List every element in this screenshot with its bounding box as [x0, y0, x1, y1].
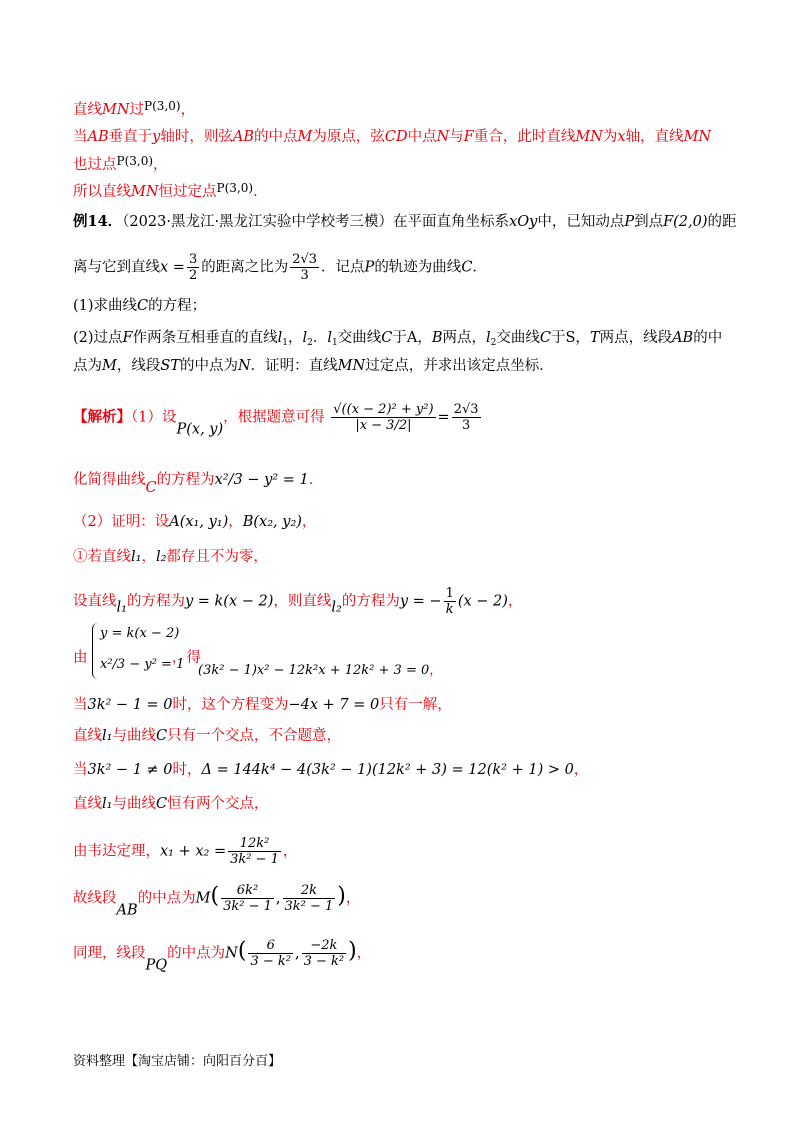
- math: l: [302, 330, 308, 346]
- math: F(2,0): [663, 214, 708, 230]
- math: P(x, y): [176, 421, 224, 438]
- denominator: 3k² − 1: [284, 899, 334, 914]
- text: ，: [282, 843, 298, 860]
- math: MN: [102, 102, 130, 118]
- math: l₁: [116, 599, 127, 616]
- text: 只有一解，: [379, 697, 452, 713]
- text: 两点，线段: [599, 330, 673, 346]
- math: N: [436, 129, 450, 145]
- math: MN: [337, 358, 366, 374]
- text: （2）证明：设: [73, 514, 170, 530]
- denominator: 3: [300, 268, 309, 283]
- footer-note: 资料整理【淘宝店铺：向阳百分百】: [73, 1054, 282, 1069]
- math: S: [565, 330, 576, 346]
- text: 设直线: [73, 593, 117, 610]
- math: MN: [131, 184, 159, 200]
- text: ①若直线: [73, 549, 131, 565]
- fraction: [302, 938, 347, 969]
- solution-line-6-label: [73, 648, 88, 668]
- math: =: [437, 409, 450, 426]
- solution-line-11: [73, 836, 297, 867]
- math: (3k² − 1)x² − 12k²x + 12k² + 3 = 0: [198, 663, 430, 678]
- text: 作两条互相垂直的直线: [132, 330, 278, 346]
- text: 于: [392, 330, 407, 346]
- math: x₁ + x₂ =: [160, 843, 227, 860]
- math: M: [102, 358, 117, 374]
- text: 也过点: [73, 157, 117, 173]
- math: l₁: [102, 796, 113, 812]
- math: P: [624, 214, 635, 230]
- text: 于: [550, 330, 566, 346]
- math: C: [539, 330, 551, 346]
- math: −4x + 7 = 0: [288, 697, 380, 713]
- solution-line-2: [73, 470, 323, 498]
- fraction: [228, 836, 281, 867]
- question-2: (2)过点F作两条互相垂直的直线$l_1$，$l_2$．$l_1$交曲线C于A，B两点，$l_2$交曲线C于S，T两点，线段AB的中: [73, 330, 723, 348]
- math: x: [617, 129, 626, 145]
- math: MN: [683, 129, 712, 145]
- text: 离与它到直线: [73, 259, 160, 276]
- fraction: [444, 586, 456, 617]
- fraction: [331, 402, 435, 433]
- fraction: [187, 252, 199, 283]
- text: 的方程为: [156, 472, 215, 488]
- math: AB: [672, 330, 694, 346]
- math: F: [463, 129, 474, 145]
- text: 中点: [407, 129, 437, 145]
- math: CD: [384, 129, 408, 145]
- math: P(3,0): [216, 181, 254, 195]
- fraction: [283, 883, 336, 914]
- text: ，: [356, 945, 372, 962]
- math: F: [122, 330, 133, 346]
- text: ．记点: [321, 259, 365, 276]
- text: 的距: [707, 214, 737, 230]
- text: 轴时，则弦: [160, 129, 233, 145]
- text: ，: [507, 593, 523, 610]
- math: C: [137, 298, 149, 314]
- question-1: [73, 296, 206, 316]
- text: 为原点，弦: [312, 129, 385, 145]
- text-line-1: [73, 96, 195, 120]
- solution-line-6-eq: [198, 661, 442, 681]
- system-eq-2: x²/3 − y² = 1: [100, 657, 185, 672]
- solution-line-1: [73, 402, 483, 440]
- solution-line-5: [73, 586, 522, 618]
- math: AB: [116, 902, 138, 919]
- math: l₁: [131, 549, 142, 565]
- math: AB: [87, 129, 109, 145]
- text: 点为: [73, 358, 102, 374]
- text: ，则直线: [273, 593, 332, 610]
- math: 3k² − 1 ≠ 0: [87, 762, 173, 778]
- text: 的方程为: [341, 593, 400, 610]
- system-brace: [92, 623, 99, 679]
- math: C: [461, 259, 473, 276]
- text: ．: [312, 330, 328, 346]
- math: C: [155, 728, 168, 744]
- text: ，: [345, 890, 361, 907]
- text: ．证明：直线: [250, 358, 338, 374]
- text: 直线: [73, 728, 102, 744]
- math: A(x₁, y₁): [169, 514, 229, 530]
- text: 的轨迹为曲线: [374, 259, 462, 276]
- system-eq-1: y = k(x − 2): [100, 626, 180, 641]
- text: ．: [308, 472, 324, 488]
- text: 直线: [73, 102, 102, 118]
- text: 恒过定点: [158, 184, 217, 200]
- math: C: [381, 330, 393, 346]
- math: AB: [232, 129, 254, 145]
- fraction: [290, 252, 319, 283]
- solution-line-9: [73, 760, 588, 780]
- text: （1）设: [131, 409, 177, 426]
- text: 都存且不为零，: [166, 549, 268, 565]
- numerator: 1: [445, 586, 454, 601]
- text: ．: [472, 259, 487, 276]
- math: l₂: [331, 599, 342, 616]
- text: 与曲线: [112, 796, 156, 812]
- text: .: [253, 184, 258, 200]
- math: y: [152, 129, 161, 145]
- text: 轴，直线: [625, 129, 684, 145]
- math: l: [485, 330, 491, 346]
- text: 的方程为: [126, 593, 185, 610]
- text: ，根据题意可得: [223, 409, 325, 426]
- text: 为: [602, 129, 618, 145]
- numerator: 2√3: [453, 402, 479, 417]
- numerator: 6: [248, 938, 293, 954]
- math: C: [145, 480, 157, 496]
- denominator: 3k² − 1: [223, 899, 272, 914]
- text: 与曲线: [112, 728, 156, 744]
- text: 两点，: [442, 330, 486, 346]
- denominator: 2: [188, 268, 198, 283]
- math: B(x₂, y₂): [242, 514, 302, 530]
- text: 由: [73, 650, 88, 666]
- math: N: [237, 358, 251, 374]
- text: ，得: [172, 650, 201, 666]
- math: y = −: [399, 593, 442, 610]
- math: A: [406, 330, 418, 346]
- math: 3k² − 1 = 0: [87, 697, 173, 713]
- numerator: 6k²: [221, 883, 274, 899]
- text: 的中点为: [137, 890, 196, 907]
- denominator: |x − 3/2|: [355, 418, 412, 433]
- solution-line-8: [73, 726, 341, 746]
- example-label: 例14．: [73, 213, 123, 230]
- solution-line-12: 故线段AB的中点为M( $\frac{\text{6k²}}{\text{3k² − 1}}$ , $\frac{2k}{\text{3k² − 1}}$ )，: [73, 883, 361, 919]
- text: 的中点: [253, 129, 298, 145]
- question-2-cont: [73, 356, 554, 376]
- text: 时，: [172, 762, 202, 778]
- text: ，: [180, 102, 196, 118]
- text: 只有一个交点，不合题意，: [167, 728, 342, 744]
- numerator: √((x − 2)² + y²): [333, 402, 434, 417]
- math: N: [225, 945, 238, 962]
- fraction: [452, 402, 481, 433]
- text: 与: [449, 129, 464, 145]
- math: xOy: [509, 214, 538, 230]
- math: l₁: [102, 728, 113, 744]
- numerator: 12k²: [228, 836, 281, 852]
- text: （2023·黑龙江·黑龙江实验中学校考三模）在平面直角坐标系: [122, 214, 510, 230]
- math: T: [589, 330, 600, 346]
- text: 时，这个方程变为: [172, 697, 289, 713]
- text: ，: [228, 514, 243, 530]
- text: 的方程；: [148, 298, 207, 314]
- fraction: [221, 883, 274, 914]
- denominator: 3 − k²: [250, 954, 291, 969]
- denominator: 3k² − 1: [230, 852, 279, 867]
- solution-line-4: [73, 547, 268, 567]
- analysis-label: 【解析】: [73, 408, 131, 426]
- text: 当: [73, 129, 88, 145]
- denominator: 3 − k²: [303, 954, 345, 969]
- math: P(3,0): [116, 154, 154, 168]
- text: 故线段: [73, 890, 117, 907]
- text: 的中点为: [167, 945, 226, 962]
- numerator: 2√3: [292, 252, 318, 267]
- math: C: [155, 796, 168, 812]
- solution-line-6-get: [172, 648, 201, 668]
- math: x²/3 − y² = 1: [214, 472, 309, 488]
- text: 所以直线: [73, 184, 131, 200]
- math: P: [364, 259, 375, 276]
- math: B: [431, 330, 443, 346]
- fraction: [248, 938, 293, 969]
- text: 中，已知动点: [537, 214, 625, 230]
- text: ，: [153, 157, 168, 173]
- text: 到点: [634, 214, 664, 230]
- text-line-3: [73, 151, 168, 175]
- text: ，: [287, 330, 303, 346]
- text: ，: [429, 663, 443, 678]
- text: 过定点，并求出该定点坐标．: [365, 358, 554, 374]
- text: 的距离之比为: [201, 259, 289, 276]
- text: ，: [417, 330, 432, 346]
- math: M: [297, 129, 313, 145]
- math: PQ: [145, 957, 168, 974]
- math: x =: [160, 259, 185, 276]
- example-heading: [73, 212, 737, 232]
- text: ，: [301, 514, 317, 530]
- math: Δ = 144k⁴ − 4(3k² − 1)(12k² + 3) = 12(k² + 1) > 0: [201, 762, 574, 778]
- solution-line-10: [73, 794, 269, 814]
- text: 的中点为: [179, 358, 238, 374]
- math: l₂: [155, 549, 167, 565]
- math: M: [195, 890, 211, 907]
- math: MN: [575, 129, 603, 145]
- text: 当: [73, 697, 88, 713]
- math: l: [327, 330, 332, 346]
- text: 的中: [693, 330, 723, 346]
- text: (2)过点: [73, 330, 123, 346]
- text: 当: [73, 762, 88, 778]
- text: ，: [573, 762, 589, 778]
- denominator: k: [445, 602, 454, 617]
- solution-line-7: [73, 695, 452, 715]
- text-line-4: [73, 178, 258, 202]
- text: 交曲线: [337, 330, 382, 346]
- numerator: 2k: [283, 883, 336, 899]
- text: 直线: [73, 796, 102, 812]
- math: y = k(x − 2): [184, 593, 274, 610]
- text-line-2: [73, 127, 711, 147]
- example-line-2: [73, 252, 487, 283]
- math: l: [277, 330, 283, 346]
- text: 交曲线: [496, 330, 540, 346]
- text: ，: [141, 549, 156, 565]
- text: ，线段: [116, 358, 161, 374]
- text: 化简得曲线: [73, 472, 146, 488]
- text: 过: [129, 102, 145, 118]
- text: (1)求曲线: [73, 298, 138, 314]
- text: 恒有两个交点，: [167, 796, 269, 812]
- numerator: 3: [188, 252, 198, 267]
- solution-line-3: [73, 512, 316, 532]
- math: ST: [160, 358, 180, 374]
- math: (x − 2): [457, 593, 508, 610]
- text: ，: [575, 330, 590, 346]
- text: 垂直于: [108, 129, 153, 145]
- text: 由韦达定理，: [73, 843, 160, 860]
- math: P(3,0): [144, 99, 181, 113]
- text: 重合，此时直线: [473, 129, 576, 145]
- denominator: 3: [461, 418, 471, 433]
- text: 同理，线段: [73, 945, 146, 962]
- solution-line-13: 同理，线段PQ的中点为N( $\frac{6}{\text{3 − k²}}$ , $\frac{-2k}{\text{3 − k²}}$ )，: [73, 938, 372, 974]
- numerator: −2k: [302, 938, 347, 954]
